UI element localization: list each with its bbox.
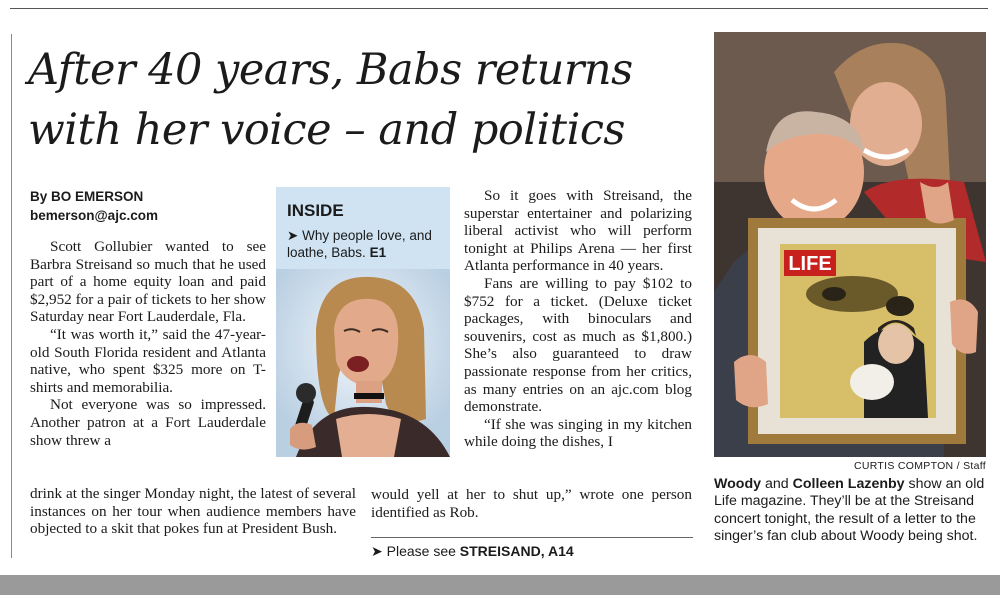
paragraph: Scott Gollubier wanted to see Barbra Streisand so much that he used part of a home equity loan and paid $2,952 for a pair of tickets to her show Saturday near Fort Lauderdale, Fla. xyxy=(30,238,266,326)
caption-name-2: Colleen Lazenby xyxy=(792,476,905,492)
jump-line[interactable] xyxy=(371,543,574,560)
jump-target[interactable]: STREISAND, A14 xyxy=(459,543,574,559)
caption-conjunction: and xyxy=(764,476,789,492)
jump-text: Please see xyxy=(386,543,456,559)
headline xyxy=(28,40,708,160)
singer-photo xyxy=(276,269,450,457)
inside-teaser-box[interactable] xyxy=(276,187,450,457)
paragraph: drink at the singer Monday night, the latest of several instances on her tour when audience members have objected to a skit that pokes fun at President Bush. xyxy=(30,485,356,538)
inside-teaser-text: Why people love, and loathe, Babs. xyxy=(287,228,432,260)
paragraph: Fans are willing to pay $102 to $752 for a ticket. (Deluxe ticket packages, with binoculars and souvenirs, cost as much as $1,800.) She’s also guaranteed to draw passionate response from her critics, as many entries on an ajc.com blog demonstrate. xyxy=(464,274,692,416)
caption-text: show an old Life magazine. They’ll be at the Streisand concert tonight, the result of a letter to the singer’s fan club about Woody being shot. xyxy=(714,476,985,544)
article-column-1-continuation xyxy=(30,485,356,538)
byline xyxy=(30,187,158,225)
inside-title: INSIDE xyxy=(287,201,344,220)
paragraph: So it goes with Streisand, the superstar entertainer and polarizing liberal activist who will perform tonight at Philips Arena — her first Atlanta performance in 40 years. xyxy=(464,187,692,275)
jump-rule xyxy=(371,537,693,538)
life-logo: LIFE xyxy=(788,253,832,275)
paragraph: “If she was singing in my kitchen while doing the dishes, I xyxy=(464,415,692,451)
paragraph: Not everyone was so impressed. Another patron at a Fort Lauderdale show threw a xyxy=(30,396,266,449)
photo-credit: CURTIS COMPTON / Staff xyxy=(853,460,986,472)
paragraph: would yell at her to shut up,” wrote one person identified as Rob. xyxy=(371,486,692,521)
left-column-rule xyxy=(11,34,12,558)
arrow-icon: ➤ xyxy=(371,543,383,559)
headline-line-2: with her voice – and politics xyxy=(28,105,625,155)
article-column-3-continuation xyxy=(371,486,692,521)
caption-name-1: Woody xyxy=(714,476,762,492)
headline-line-1: After 40 years, Babs returns xyxy=(28,45,633,95)
top-rule xyxy=(10,8,988,9)
inside-teaser xyxy=(287,227,447,261)
photo-caption xyxy=(714,476,986,545)
inside-teaser-ref: E1 xyxy=(369,245,387,260)
article-column-3 xyxy=(464,187,692,451)
paragraph: “It was worth it,” said the 47-year-old South Florida resident and Atlanta native, who spent $325 more on T-shirts and memorabilia. xyxy=(30,325,266,396)
article-column-1 xyxy=(30,238,266,449)
arrow-icon: ➤ xyxy=(287,228,299,243)
bottom-band xyxy=(0,575,1000,595)
byline-email[interactable]: bemerson@ajc.com xyxy=(30,208,158,223)
byline-author: By BO EMERSON xyxy=(30,189,144,204)
couple-with-magazine-photo xyxy=(714,32,986,457)
